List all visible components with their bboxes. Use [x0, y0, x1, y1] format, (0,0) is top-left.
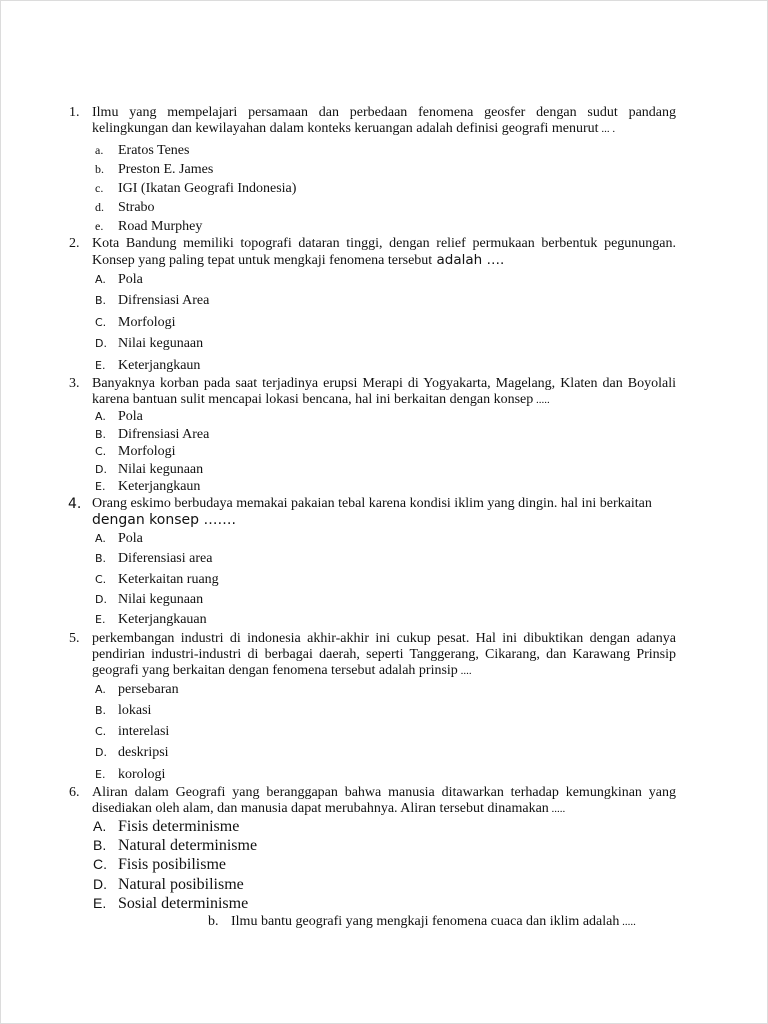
- option-a: a. Eratos Tenes: [95, 143, 190, 158]
- option-e: E. Sosial determinisme: [93, 895, 249, 912]
- sub-question-b: [1, 913, 767, 931]
- option-a: A. persebaran: [95, 681, 179, 697]
- option-e: E. Keterjangkaun: [95, 479, 201, 495]
- question-number: 4.: [68, 495, 82, 512]
- option-b: B. lokasi: [95, 703, 152, 719]
- option-d: D. Nilai kegunaan: [95, 461, 204, 477]
- option-b: B. Difrensiasi Area: [95, 426, 210, 442]
- question-number: 3.: [69, 375, 80, 391]
- option-a: A. Pola: [95, 408, 143, 424]
- option-b: B. Natural determinisme: [93, 837, 258, 855]
- option-c: C. Morfologi: [95, 444, 176, 460]
- option-b: B. Diferensiasi area: [95, 551, 213, 567]
- question-text: Aliran dalam Geografi yang beranggapan bahwa manusia ditawarkan terhadap kemungkinan yang disediakan oleh alam, dan manusia dapat merubahnya. Aliran tersebut dinamakan .....: [92, 784, 676, 816]
- option-d: D. Nilai kegunaan: [95, 336, 204, 352]
- question-tail: .....: [548, 802, 566, 815]
- question-3: [1, 376, 767, 496]
- option-list: [1, 141, 767, 236]
- option-b: B. Difrensiasi Area: [95, 293, 210, 309]
- question-text: Kota Bandung memiliki topografi dataran tinggi, dengan relief permukaan berbentuk pegunungan. Konsep yang paling tepat untuk mengkaji fenomena tersebut adalah ….: [92, 236, 676, 268]
- option-e: E. Keterjangkaun: [95, 357, 201, 373]
- question-1: [1, 105, 767, 236]
- question-text: perkembangan industri di indonesia akhir-akhir ini cukup pesat. Hal ini dibuktikan dengan adanya pendirian industri-industri di berbagai daerah, seperti Tanggerang, Cikarang, dan Karawang Prinsip geografi yang berkaitan dengan fenomena tersebut adalah prinsip ....: [92, 630, 676, 678]
- option-c: C. Fisis posibilisme: [93, 856, 227, 874]
- option-list: [1, 269, 767, 376]
- option-a: A. Pola: [95, 272, 143, 287]
- option-d: D. Natural posibilisme: [93, 875, 244, 893]
- sub-question-text: Ilmu bantu geografi yang mengkaji fenomena cuaca dan iklim adalah .....: [231, 914, 636, 930]
- option-list: [1, 529, 767, 631]
- option-c: C. Keterkaitan ruang: [95, 571, 219, 587]
- question-number: 2.: [69, 236, 80, 251]
- question-list: [1, 105, 767, 931]
- option-e: e. Road Murphey: [95, 219, 203, 234]
- option-a: A. Fisis determinisme: [93, 817, 240, 835]
- question-2: [1, 236, 767, 376]
- option-a: A. Pola: [95, 530, 143, 546]
- question-number: 5.: [69, 630, 80, 646]
- option-c: C. Morfologi: [95, 314, 176, 330]
- question-tail: ... .: [598, 123, 616, 135]
- option-c: c. IGI (Ikatan Geografi Indonesia): [95, 181, 297, 196]
- option-d: D. Nilai kegunaan: [95, 592, 204, 608]
- question-number: 1.: [69, 105, 80, 120]
- question-tail: adalah ….: [432, 252, 505, 268]
- question-6: [1, 785, 767, 913]
- question-text: Ilmu yang mempelajari persamaan dan perbedaan fenomena geosfer dengan sudut pandang kelingkungan dan kewilayahan dalam konteks keruangan adalah definisi geografi menurut ... .: [92, 105, 676, 136]
- question-number: 6.: [69, 784, 80, 800]
- question-text: Orang eskimo berbudaya memakai pakaian tebal karena kondisi iklim yang dingin. hal ini berkaitan dengan konsep …….: [92, 495, 652, 528]
- sub-question-letter: b.: [208, 914, 219, 930]
- question-tail: dengan konsep …….: [92, 511, 236, 528]
- option-e: E. korologi: [95, 766, 166, 782]
- option-d: D. deskripsi: [95, 745, 169, 761]
- option-c: C. interelasi: [95, 724, 170, 740]
- option-list: [1, 408, 767, 496]
- option-e: E. Keterjangkauan: [95, 612, 207, 628]
- question-4: [1, 496, 767, 631]
- question-tail: ....: [457, 664, 472, 677]
- question-text: Banyaknya korban pada saat terjadinya erupsi Merapi di Yogyakarta, Magelang, Klaten dan Boyolali karena bantuan sulit mencapai lokasi bencana, hal ini berkaitan dengan konsep .....: [92, 375, 676, 407]
- option-list: [1, 817, 767, 913]
- option-list: [1, 679, 767, 785]
- option-d: d. Strabo: [95, 200, 155, 215]
- question-5: [1, 631, 767, 785]
- option-b: b. Preston E. James: [95, 162, 214, 177]
- question-tail: .....: [533, 393, 550, 406]
